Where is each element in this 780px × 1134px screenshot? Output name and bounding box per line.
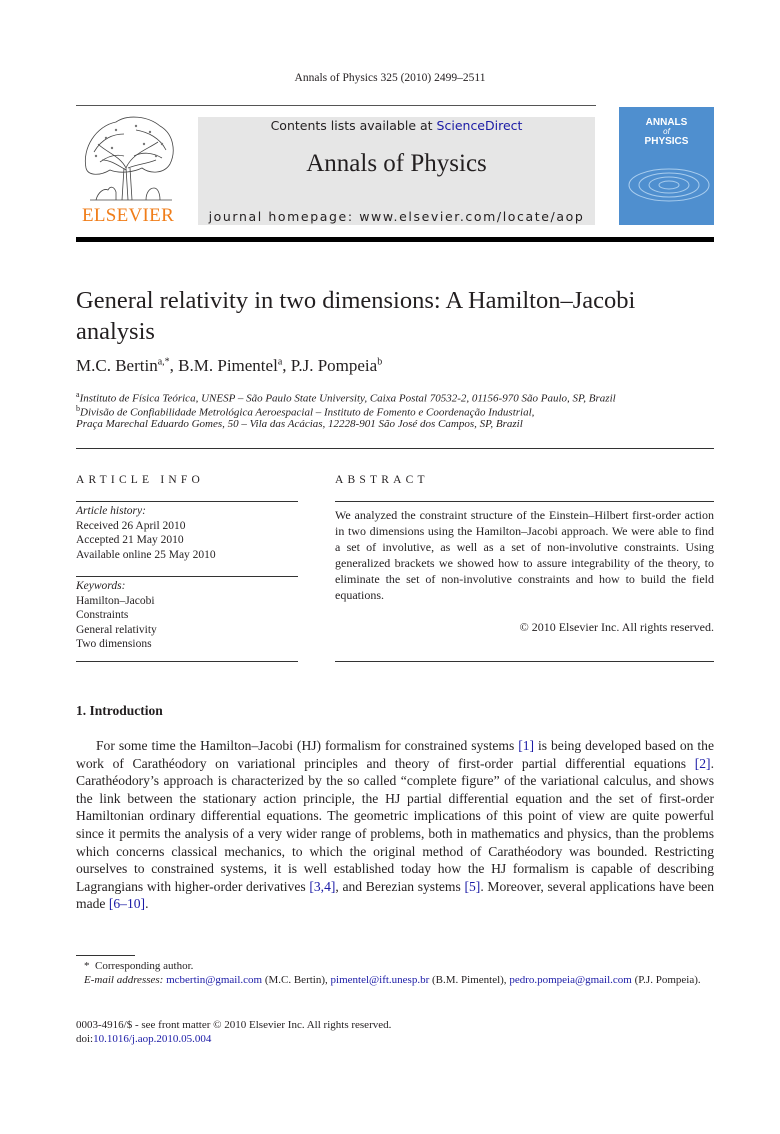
cover-title-line: of	[663, 127, 670, 136]
abstract-rule	[335, 501, 714, 502]
email-addresses	[76, 973, 714, 987]
author-name: P.J. Pompeia	[290, 356, 378, 375]
intro-text: . Carathéodory’s approach is characterized by the so called “complete figure” of the variational calculus, and shows the link between the stationary action principle, the HJ partial differential equation and the set of first-order Hamiltonian ordinary differential equations. The geometric implications of this point of view are quite powerful since it permits the analysis of a very wider range of problems, both in mathematics and physics, than the problems which concerns classical mechanics, to which the original method of Carathéodory was bounded. Restricting ourselves to constrained systems, it is well established today how the HJ formalism is capable of describing Lagrangians with higher-order derivatives	[76, 755, 714, 894]
footnote-star: *	[84, 960, 90, 972]
citation-link[interactable]: [2]	[694, 755, 711, 771]
affiliation-text: Divisão de Confiabilidade Metrológica Aeroespacial – Instituto de Fomento e Coordenação Industrial,	[80, 406, 535, 419]
journal-homepage[interactable]: journal homepage: www.elsevier.com/locate/aop	[208, 209, 585, 224]
citation-link[interactable]: [3,4]	[309, 878, 336, 894]
abstract-bottom-rule	[335, 661, 714, 662]
elsevier-wordmark: ELSEVIER	[81, 205, 175, 226]
keyword: General relativity	[76, 623, 157, 636]
header-thick-rule	[76, 237, 714, 242]
email-label: E-mail addresses:	[84, 974, 164, 987]
contents-line	[198, 118, 595, 133]
ripple-icon	[619, 107, 714, 225]
author-affil-mark[interactable]: a	[277, 356, 283, 368]
footnotes	[76, 959, 714, 988]
corresponding-author-note	[76, 959, 714, 973]
info-top-rule	[76, 448, 714, 449]
header-top-rule	[76, 105, 596, 106]
keywords-label: Keywords:	[76, 580, 126, 592]
author-affil-mark[interactable]: a,*	[157, 356, 170, 368]
author-name: M.C. Bertin	[76, 356, 158, 375]
cover-title-line: PHYSICS	[644, 136, 689, 147]
affiliation-mark: b	[76, 404, 80, 413]
issn-block	[76, 1018, 391, 1047]
online-date: Available online 25 May 2010	[76, 548, 216, 561]
affiliation	[76, 390, 716, 405]
accepted-date: Accepted 21 May 2010	[76, 534, 184, 546]
keyword: Constraints	[76, 609, 129, 621]
keyword: Hamilton–Jacobi	[76, 594, 155, 607]
abstract-copyright: © 2010 Elsevier Inc. All rights reserved.	[519, 620, 714, 634]
received-date: Received 26 April 2010	[76, 519, 186, 532]
journal-reference: Annals of Physics 325 (2010) 2499–2511	[294, 72, 486, 84]
journal-cover-image	[619, 107, 714, 225]
affiliation-continued	[76, 418, 716, 430]
article-title-line: General relativity in two dimensions: A Hamilton–Jacobi	[76, 287, 636, 314]
article-history	[76, 504, 298, 562]
section-heading-introduction: 1. Introduction	[76, 703, 163, 718]
keyword: Two dimensions	[76, 638, 152, 650]
cover-title-line: ANNALS	[645, 117, 688, 128]
abstract-heading: ABSTRACT	[335, 474, 429, 486]
citation-link[interactable]: [1]	[518, 738, 535, 753]
history-label: Article history:	[76, 505, 146, 517]
doi-prefix: doi:	[76, 1033, 94, 1046]
intro-text: . Moreover, several applications have been made	[76, 878, 715, 912]
email-link[interactable]: pimentel@ift.unesp.br	[330, 974, 430, 987]
email-link[interactable]: mcbertin@gmail.com	[166, 974, 263, 987]
affiliation	[76, 404, 716, 419]
email-owner: (M.C. Bertin),	[262, 974, 331, 987]
author-name: B.M. Pimentel	[178, 356, 278, 375]
email-link[interactable]: pedro.pompeia@gmail.com	[509, 974, 632, 987]
affiliation-text: Praça Marechal Eduardo Gomes, 50 – Vila das Acácias, 12228-901 São José dos Campos, SP, Brazil	[76, 418, 523, 430]
front-matter-line: 0003-4916/$ - see front matter © 2010 Elsevier Inc. All rights reserved.	[76, 1019, 392, 1031]
intro-text: is being developed based on the work of Carathéodory on variational principles and theory of first-order partial differential equations	[76, 738, 714, 771]
article-info-rule	[76, 501, 298, 502]
article-title	[76, 285, 716, 347]
affiliation-text: Instituto de Física Teórica, UNESP – São Paulo State University, Caixa Postal 70532-2, 01156-970 São Paulo, SP, Brazil	[79, 392, 616, 405]
contents-prefix: Contents lists available at	[270, 118, 437, 133]
corresponding-label: Corresponding author.	[95, 960, 194, 972]
journal-title: Annals of Physics	[306, 150, 487, 177]
citation-link[interactable]: [6–10]	[108, 896, 146, 912]
author-affil-mark[interactable]: b	[377, 356, 383, 368]
keywords-rule	[76, 576, 298, 577]
intro-text: , and Berezian systems	[335, 878, 465, 894]
email-owner: (P.J. Pompeia).	[631, 974, 701, 987]
intro-text: .	[145, 896, 149, 912]
sciencedirect-link[interactable]: ScienceDirect	[436, 118, 523, 133]
introduction-paragraph	[76, 737, 714, 913]
article-info-heading: ARTICLE INFO	[76, 474, 204, 486]
author-list	[76, 356, 382, 376]
doi-line	[76, 1032, 391, 1046]
tree-icon	[76, 108, 180, 204]
abstract-text: We analyzed the constraint structure of the Einstein–Hilbert first-order action in two dimensions using the Hamilton–Jacobi approach. We were able to find a set of involutive, as well as a set of non-involutive constraints. Using generalized brackets we showed how to assure integrability of the theory, to eliminate the set of non-involutive constraints and how to build the field equations.	[335, 508, 714, 602]
email-owner: (B.M. Pimentel),	[429, 974, 510, 987]
doi-link[interactable]: 10.1016/j.aop.2010.05.004	[93, 1033, 212, 1046]
footnote-rule	[76, 955, 135, 956]
intro-text: For some time the Hamilton–Jacobi (HJ) formalism for constrained systems	[96, 738, 519, 753]
author-separator: ,	[169, 356, 179, 375]
keywords-block	[76, 579, 298, 652]
author-separator: ,	[282, 356, 291, 375]
affiliation-mark: a	[76, 390, 80, 399]
citation-link[interactable]: [5]	[464, 878, 481, 894]
article-title-line: analysis	[76, 318, 155, 345]
info-bottom-rule	[76, 661, 298, 662]
